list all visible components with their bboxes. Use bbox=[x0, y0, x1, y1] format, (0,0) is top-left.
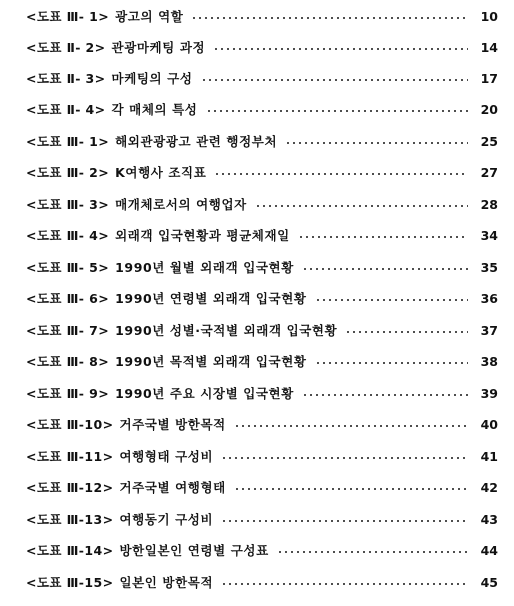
figure-label: <도표 Ⅲ-15> bbox=[26, 575, 114, 590]
page-number: 37 bbox=[480, 322, 498, 338]
figure-label: <도표 Ⅱ- 2> bbox=[26, 40, 106, 55]
figure-label: <도표 Ⅲ- 4> bbox=[26, 228, 110, 243]
figure-title: 여행동기 구성비 bbox=[119, 512, 214, 527]
figure-title: 매개체로서의 여행업자 bbox=[115, 197, 247, 212]
page-number: 40 bbox=[480, 416, 498, 432]
toc-entry bbox=[26, 6, 498, 26]
page-number: 36 bbox=[480, 290, 498, 306]
dot-leader bbox=[191, 17, 468, 19]
page-number: 43 bbox=[480, 511, 498, 527]
toc-entry bbox=[26, 383, 498, 403]
dot-leader bbox=[206, 110, 469, 112]
toc-entry bbox=[26, 99, 498, 119]
figure-title: 광고의 역할 bbox=[115, 9, 184, 24]
page-number: 45 bbox=[480, 574, 498, 590]
page-number: 27 bbox=[480, 164, 498, 180]
toc-entry bbox=[26, 509, 498, 529]
figure-label: <도표 Ⅲ- 6> bbox=[26, 291, 110, 306]
figure-title: 마케팅의 구성 bbox=[111, 71, 193, 86]
dot-leader bbox=[277, 551, 468, 553]
page-number: 14 bbox=[480, 39, 498, 55]
page-number: 44 bbox=[480, 542, 498, 558]
toc-entry bbox=[26, 572, 498, 592]
toc-entry bbox=[26, 351, 498, 371]
toc-entry bbox=[26, 288, 498, 308]
page-number: 41 bbox=[480, 448, 498, 464]
dot-leader bbox=[302, 394, 468, 396]
page-number: 17 bbox=[480, 70, 498, 86]
toc-entry bbox=[26, 194, 498, 214]
figure-label: <도표 Ⅲ-11> bbox=[26, 449, 114, 464]
toc-entry bbox=[26, 540, 498, 560]
toc-entry bbox=[26, 131, 498, 151]
dot-leader bbox=[221, 520, 468, 522]
figure-label: <도표 Ⅲ- 2> bbox=[26, 165, 110, 180]
figure-title: 거주국별 여행형태 bbox=[119, 480, 226, 495]
page-number: 42 bbox=[480, 479, 498, 495]
dot-leader bbox=[302, 268, 468, 270]
figure-label: <도표 Ⅲ-12> bbox=[26, 480, 114, 495]
dot-leader bbox=[285, 142, 468, 144]
figure-title: 방한일본인 연령별 구성표 bbox=[119, 543, 269, 558]
dot-leader bbox=[315, 362, 468, 364]
dot-leader bbox=[298, 236, 468, 238]
figure-label: <도표 Ⅲ-13> bbox=[26, 512, 114, 527]
dot-leader bbox=[345, 331, 468, 333]
toc-entry bbox=[26, 257, 498, 277]
figure-label: <도표 Ⅲ- 9> bbox=[26, 386, 110, 401]
dot-leader bbox=[201, 79, 468, 81]
page-number: 38 bbox=[480, 353, 498, 369]
figure-label: <도표 Ⅲ- 1> bbox=[26, 134, 110, 149]
figure-title: 1990년 연령별 외래객 입국현황 bbox=[115, 291, 307, 306]
dot-leader bbox=[234, 488, 468, 490]
figure-title: 1990년 성별·국적별 외래객 입국현황 bbox=[115, 323, 338, 338]
figure-title: 거주국별 방한목적 bbox=[119, 417, 226, 432]
figure-title: 해외관광광고 관련 행정부처 bbox=[115, 134, 278, 149]
dot-leader bbox=[213, 48, 468, 50]
page-number: 35 bbox=[480, 259, 498, 275]
figure-label: <도표 Ⅲ- 7> bbox=[26, 323, 110, 338]
figure-label: <도표 Ⅲ-14> bbox=[26, 543, 114, 558]
toc-entry bbox=[26, 414, 498, 434]
figure-title: 여행형태 구성비 bbox=[119, 449, 214, 464]
page-number: 28 bbox=[480, 196, 498, 212]
page-number: 39 bbox=[480, 385, 498, 401]
toc-entry bbox=[26, 446, 498, 466]
figure-label: <도표 Ⅱ- 4> bbox=[26, 102, 106, 117]
dot-leader bbox=[214, 173, 468, 175]
toc-entry bbox=[26, 320, 498, 340]
figure-title: 각 매체의 특성 bbox=[111, 102, 198, 117]
figure-label: <도표 Ⅲ-10> bbox=[26, 417, 114, 432]
dot-leader bbox=[221, 583, 468, 585]
figure-title: 1990년 목적별 외래객 입국현황 bbox=[115, 354, 307, 369]
toc-entry bbox=[26, 225, 498, 245]
page-number: 25 bbox=[480, 133, 498, 149]
figure-label: <도표 Ⅲ- 3> bbox=[26, 197, 110, 212]
toc-entry bbox=[26, 477, 498, 497]
dot-leader bbox=[221, 457, 468, 459]
figure-title: K여행사 조직표 bbox=[115, 165, 207, 180]
figure-label: <도표 Ⅲ- 1> bbox=[26, 9, 110, 24]
dot-leader bbox=[255, 205, 468, 207]
page-number: 20 bbox=[480, 101, 498, 117]
figure-title: 1990년 월별 외래객 입국현황 bbox=[115, 260, 294, 275]
figure-label: <도표 Ⅲ- 5> bbox=[26, 260, 110, 275]
figure-title: 관광마케팅 과정 bbox=[111, 40, 206, 55]
toc-entry bbox=[26, 68, 498, 88]
figure-title: 외래객 입국현황과 평균체재일 bbox=[115, 228, 290, 243]
dot-leader bbox=[234, 425, 468, 427]
page-number: 10 bbox=[480, 8, 498, 24]
figure-title: 일본인 방한목적 bbox=[119, 575, 214, 590]
figure-label: <도표 Ⅱ- 3> bbox=[26, 71, 106, 86]
figure-label: <도표 Ⅲ- 8> bbox=[26, 354, 110, 369]
page-number: 34 bbox=[480, 227, 498, 243]
dot-leader bbox=[315, 299, 468, 301]
toc-entry bbox=[26, 37, 498, 57]
toc-entry bbox=[26, 162, 498, 182]
figure-title: 1990년 주요 시장별 입국현황 bbox=[115, 386, 294, 401]
